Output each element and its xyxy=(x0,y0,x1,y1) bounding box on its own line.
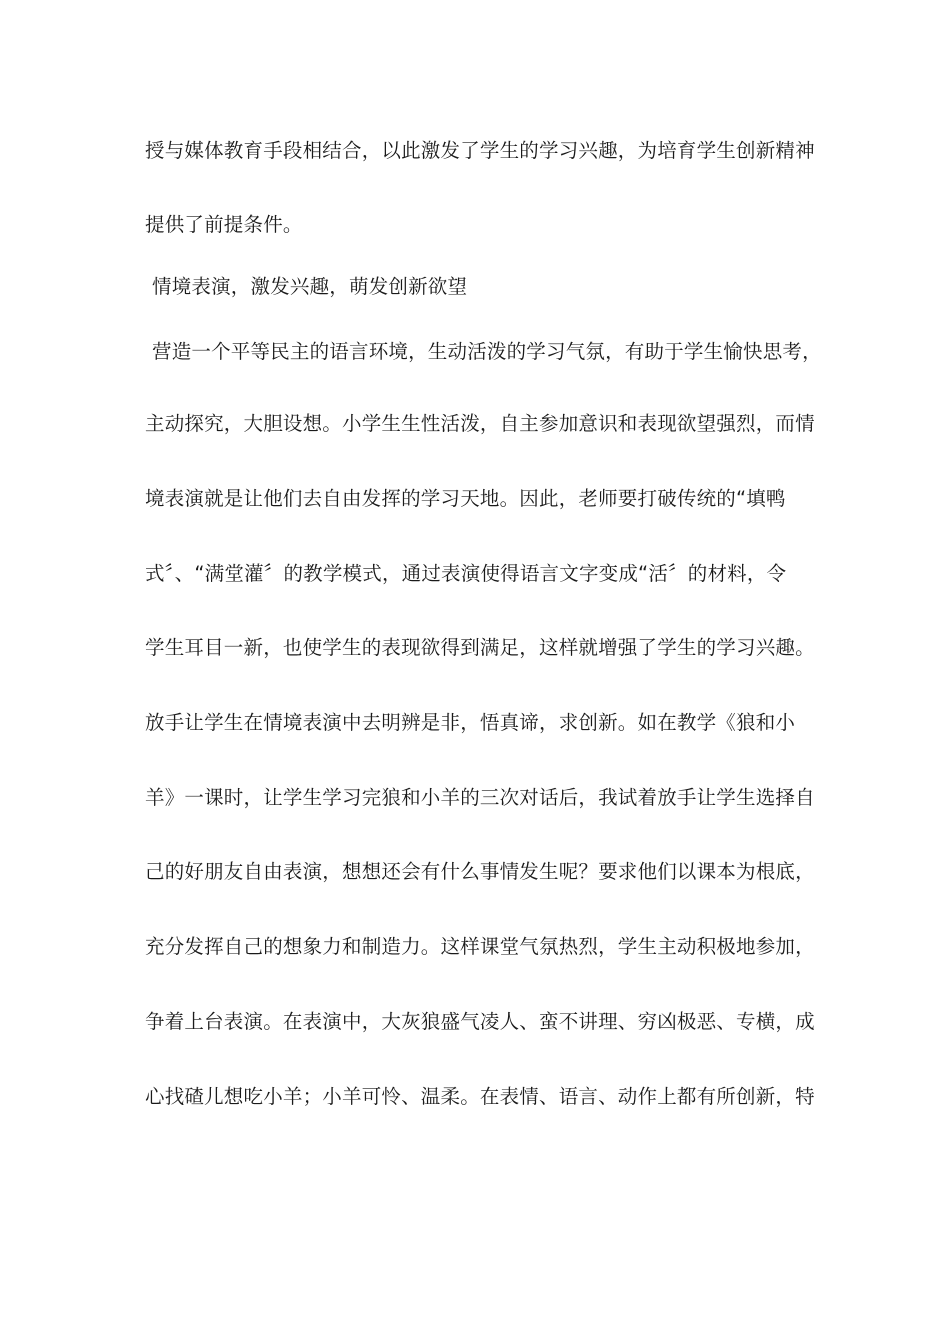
paragraph-line: 学生耳目一新，也使学生的表现欲得到满足，这样就增强了学生的学习兴趣。 xyxy=(145,636,815,659)
paragraph-line: 羊》一课时，让学生学习完狼和小羊的三次对话后，我试着放手让学生选择自 xyxy=(145,786,815,809)
paragraph-line: 争着上台表演。在表演中，大灰狼盛气凌人、蛮不讲理、穷凶极恶、专横，成 xyxy=(145,1010,815,1033)
paragraph-line: 放手让学生在情境表演中去明辨是非，悟真谛，求创新。如在教学《狼和小 xyxy=(145,711,796,734)
section-heading: 情境表演，激发兴趣，萌发创新欲望 xyxy=(152,275,468,298)
paragraph-line: 己的好朋友自由表演，想想还会有什么事情发生呢？要求他们以课本为根底， xyxy=(145,860,815,883)
paragraph-line: 主动探究，大胆设想。小学生生性活泼，自主参加意识和表现欲望强烈，而情 xyxy=(145,412,815,435)
paragraph-line: 提供了前提条件。 xyxy=(145,213,303,236)
paragraph-line: 授与媒体教育手段相结合，以此激发了学生的学习兴趣，为培育学生创新精神 xyxy=(145,139,815,162)
paragraph-line: 营造一个平等民主的语言环境，生动活泼的学习气氛，有助于学生愉快思考， xyxy=(152,340,822,363)
paragraph-line: 境表演就是让他们去自由发挥的学习天地。因此，老师要打破传统的“填鸭 xyxy=(145,487,786,510)
paragraph-line: 充分发挥自己的想象力和制造力。这样课堂气氛热烈，学生主动积极地参加， xyxy=(145,935,815,958)
paragraph-line: 心找碴儿想吃小羊；小羊可怜、温柔。在表情、语言、动作上都有所创新，特 xyxy=(145,1085,815,1108)
paragraph-line: 式〞、“满堂灌〞的教学模式，通过表演使得语言文字变成“活〞的材料，令 xyxy=(145,562,787,585)
